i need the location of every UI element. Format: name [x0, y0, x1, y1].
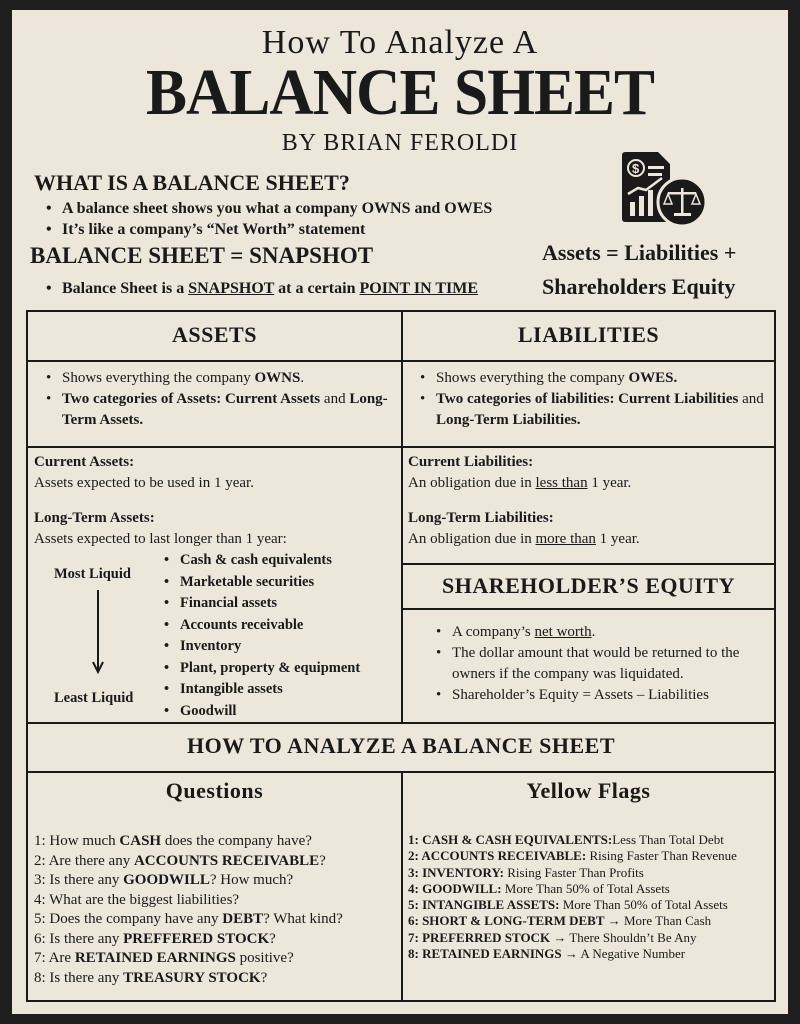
divider [401, 772, 403, 1002]
yellow-flag-item: 3: INVENTORY: Rising Faster Than Profits [408, 864, 644, 880]
financial-report-scale-icon [620, 150, 710, 228]
liabilities-heading: LIABILITIES [517, 322, 660, 347]
author-line: BY BRIAN FEROLDI [281, 130, 519, 156]
liquidity-list [156, 550, 396, 722]
yellow-flag-item: 1: CASH & CASH EQUIVALENTS:Less Than Total Debt [408, 832, 724, 847]
liquidity-item: • Marketable securities [156, 572, 396, 594]
least-liquid-label: Least Liquid [54, 690, 134, 706]
page-subtitle: How To Analyze A [261, 24, 539, 61]
balance-sheet-table [26, 310, 776, 1002]
yellow-flags-heading: Yellow Flags [526, 778, 651, 803]
long-term-assets: Long-Term Assets: Assets expected to last longer than 1 year: [34, 510, 287, 547]
liquidity-item: • Accounts receivable [156, 615, 396, 637]
questions-list [34, 832, 398, 988]
question-item: 8: Is there any TREASURY STOCK? [34, 969, 268, 986]
liquidity-item: • Goodwill [156, 701, 396, 723]
yellow-flag-item: 2: ACCOUNTS RECEIVABLE: Rising Faster Than Revenue [408, 848, 737, 864]
what-is-heading: WHAT IS A BALANCE SHEET? [34, 170, 350, 195]
divider [401, 312, 403, 722]
svg-text:$: $ [632, 161, 640, 176]
liquidity-item: • Inventory [156, 636, 396, 658]
assets-heading: ASSETS [172, 322, 257, 347]
divider [403, 563, 774, 565]
divider [28, 771, 774, 773]
current-liabilities: Current Liabilities: An obligation due in less than 1 year. [408, 454, 632, 491]
analyze-heading: HOW TO ANALYZE A BALANCE SHEET [186, 733, 616, 758]
assets-bullets: • Shows everything the company OWNS. • Two categories of Assets: Current Assets and Long-Term Assets. [38, 368, 394, 431]
question-item: 2: Are there any ACCOUNTS RECEIVABLE? [34, 852, 326, 869]
question-item: 6: Is there any PREFFERED STOCK? [34, 930, 276, 947]
divider [28, 446, 774, 448]
page-title: BALANCE SHEET [145, 56, 655, 129]
equity-bullets: • A company’s net worth. • The dollar amount that would be returned to the owners if the company was liquidated. • Shareholder’s Equity = Assets – Liabilities [428, 622, 768, 706]
liabilities-bullets: • Shows everything the company OWES. • Two categories of liabilities: Current Liabilities and Long-Term Liabilities. [412, 368, 768, 431]
liquidity-item: • Intangible assets [156, 679, 396, 701]
divider [28, 722, 774, 724]
long-term-liabilities: Long-Term Liabilities: An obligation due in more than 1 year. [408, 510, 640, 547]
snapshot-bullet: • Balance Sheet is a SNAPSHOT at a certain POINT IN TIME [38, 280, 478, 298]
divider [403, 608, 774, 610]
questions-heading: Questions [165, 778, 264, 803]
accounting-equation: Assets = Liabilities + Shareholders Equity [542, 240, 737, 299]
question-item: 3: Is there any GOODWILL? How much? [34, 872, 294, 888]
question-item: 4: What are the biggest liabilities? [34, 891, 240, 908]
yellow-flag-item: 6: SHORT & LONG-TERM DEBT → More Than Cash [408, 913, 712, 929]
yellow-flags-list [408, 832, 772, 962]
liquidity-item: • Cash & cash equivalents [156, 550, 396, 572]
down-arrow-icon [92, 590, 104, 679]
yellow-flag-item: 8: RETAINED EARNINGS → A Negative Number [408, 946, 686, 962]
yellow-flag-item: 5: INTANGIBLE ASSETS: More Than 50% of Total Assets [408, 897, 728, 913]
intro-bullets [38, 198, 492, 240]
yellow-flag-item: 4: GOODWILL: More Than 50% of Total Assets [408, 880, 670, 896]
question-item: 1: How much CASH does the company have? [34, 833, 312, 849]
infographic-page [12, 10, 788, 1014]
intro-bullet: • A balance sheet shows you what a company OWNS and OWES [38, 198, 492, 219]
snapshot-heading: BALANCE SHEET = SNAPSHOT [30, 243, 374, 268]
equity-heading: SHAREHOLDER’S EQUITY [441, 573, 735, 598]
yellow-flag-item: 7: PREFERRED STOCK → There Shouldn’t Be Any [408, 929, 697, 945]
current-assets: Current Assets: Assets expected to be used in 1 year. [34, 454, 254, 491]
divider [28, 360, 774, 362]
most-liquid-label: Most Liquid [54, 566, 131, 582]
intro-bullet: • It’s like a company’s “Net Worth” statement [38, 219, 492, 240]
question-item: 5: Does the company have any DEBT? What kind? [34, 911, 343, 927]
question-item: 7: Are RETAINED EARNINGS positive? [34, 950, 294, 966]
liquidity-item: • Financial assets [156, 593, 396, 615]
liquidity-item: • Plant, property & equipment [156, 658, 396, 680]
